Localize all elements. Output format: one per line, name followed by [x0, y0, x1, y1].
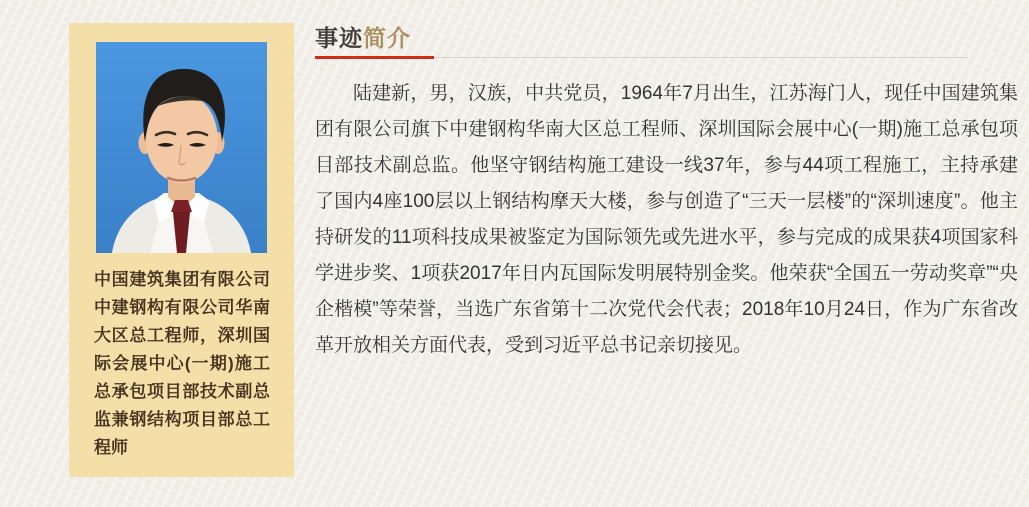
section-title [315, 20, 411, 53]
portrait-photo-illustration [96, 42, 267, 253]
section-title-primary: 事迹 [315, 25, 363, 51]
portrait-photo [96, 42, 267, 253]
section-divider [315, 57, 968, 58]
profile-card [69, 23, 294, 477]
section-divider-accent [315, 56, 434, 59]
profile-caption: 中国建筑集团有限公司中建钢构有限公司华南大区总工程师，深圳国际会展中心(一期)施工总承包项目部技术副总监兼钢结构项目部总工程师 [94, 270, 270, 457]
section-title-secondary: 简介 [363, 25, 411, 51]
biography-text: 陆建新，男，汉族，中共党员，1964年7月出生，江苏海门人，现任中国建筑集团有限公司旗下中建钢构华南大区总工程师、深圳国际会展中心(一期)施工总承包项目部技术副总监。他坚守钢结构施工建设一线37年，参与44项工程施工，主持承建了国内4座100层以上钢结构摩天大楼，参与创造了“三天一层楼”的“深圳速度”。他主持研发的11项科技成果被鉴定为国际领先或先进水平，参与完成的成果获4项国家科学进步奖、1项获2017年日内瓦国际发明展特别金奖。他荣获“全国五一劳动奖章”“央企楷模”等荣誉，当选广东省第十二次党代会代表；2018年10月24日，作为广东省改革开放相关方面代表，受到习近平总书记亲切接见。 [315, 83, 1018, 356]
